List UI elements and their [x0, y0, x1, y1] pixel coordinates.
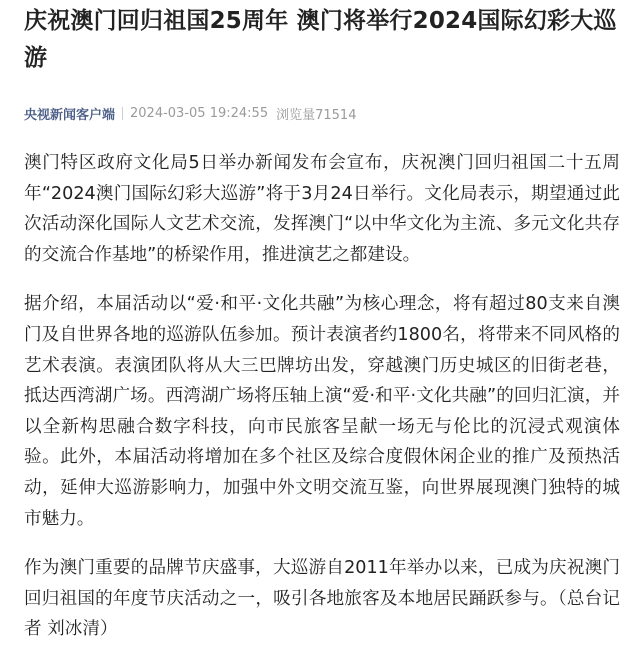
view-count-value: 71514 — [315, 107, 357, 123]
paragraph-2: 据介绍，本届活动以“爱·和平·文化共融”为核心理念，将有超过80支来自澳门及自世界各地的巡游队伍参加。预计表演者约1800名，将带来不同风格的艺术表演。表演团队将从大三巴牌坊出发，穿越澳门历史城区的旧街老巷，抵达西湾湖广场。西湾湖广场将压轴上演“爱·和平·文化共融”的回归汇演，并以全新构思融合数字科技，向市民旅客呈献一场无与伦比的沉浸式观演体验。此外，本届活动将增加在多个社区及综合度假休闲企业的推广及预热活动，延伸大巡游影响力，加强中外文明交流互鉴，向世界展现澳门独特的城市魅力。 — [24, 294, 620, 529]
article-body — [24, 148, 620, 645]
view-count — [276, 104, 356, 123]
paragraph-3: 作为澳门重要的品牌节庆盛事，大巡游自2011年举办以来，已成为庆祝澳门回归祖国的年度节庆活动之一，吸引各地旅客及本地居民踊跃参与。（总台记者 刘冰清） — [24, 558, 620, 640]
paragraph-1: 澳门特区政府文化局5日举办新闻发布会宣布，庆祝澳门回归祖国二十五周年“2024澳门国际幻彩大巡游”将于3月24日举行。文化局表示，期望通过此次活动深化国际人文艺术交流，发挥澳门“以中华文化为主流、多元文化共存的交流合作基地”的桥梁作用，推进演艺之都建设。 — [24, 153, 620, 265]
publish-datetime: 2024-03-05 19:24:55 — [130, 105, 269, 121]
article-title: 庆祝澳门回归祖国25周年 澳门将举行2024国际幻彩大巡游 — [24, 8, 617, 71]
view-count-label: 浏览量 — [276, 107, 316, 123]
meta-divider — [122, 107, 123, 120]
source-link[interactable]: 央视新闻客户端 — [24, 107, 116, 123]
article-meta — [24, 103, 620, 123]
